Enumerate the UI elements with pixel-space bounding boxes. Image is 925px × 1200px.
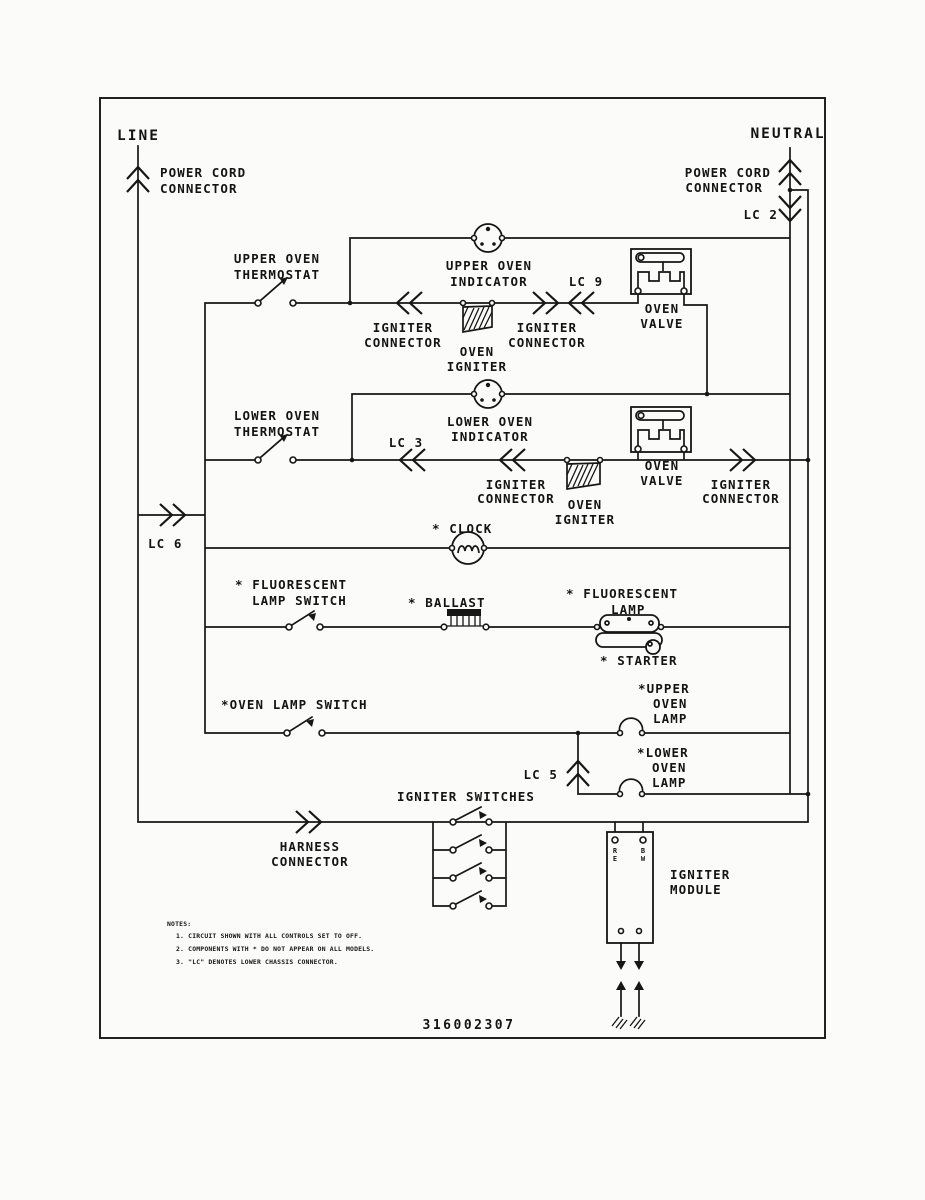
upper-oven-indicator-lamp-icon <box>472 224 505 252</box>
oven-lamp-switch-label: *OVEN LAMP SWITCH <box>221 697 368 712</box>
fluorescent-lamp-label2: LAMP <box>611 602 646 617</box>
igniter-electrode-hatch <box>612 1017 645 1029</box>
fluorescent-lamp-switch-label: * FLUORESCENT <box>235 577 348 592</box>
lower-oven-lamp-icon <box>618 779 645 796</box>
diagram-border <box>100 98 825 1038</box>
igniter-connector-label-1: IGNITER <box>372 320 434 335</box>
harness-connector-label: HARNESS <box>279 839 341 854</box>
upper-oven-indicator-label: UPPER OVEN <box>445 258 533 273</box>
note-item-1: 1. CIRCUIT SHOWN WITH ALL CONTROLS SET TO OFF. <box>176 932 363 940</box>
igniter-module-label: IGNITER <box>670 867 731 882</box>
upper-oven-igniter-icon <box>461 301 495 333</box>
power-cord-connector-left-label: POWER CORD <box>160 165 247 180</box>
igniter-module-label2: MODULE <box>670 882 722 897</box>
clock-motor-icon <box>450 532 487 564</box>
module-terminal-left-label: R <box>612 847 618 855</box>
power-cord-connector-right-label2: CONNECTOR <box>685 180 763 195</box>
line-label: LINE <box>117 128 160 144</box>
igniter-connector-label-4b: CONNECTOR <box>702 491 780 506</box>
lower-oven-indicator-lamp-icon <box>472 380 505 408</box>
neutral-label: NEUTRAL <box>750 126 826 142</box>
upper-oven-lamp-icon <box>618 718 645 735</box>
lower-oven-lamp-label3: LAMP <box>652 775 687 790</box>
fluorescent-lamp-switch-icon <box>286 611 323 630</box>
oven-lamp-switch-icon <box>284 717 325 736</box>
upper-oven-valve-label2: VALVE <box>640 316 684 331</box>
upper-oven-valve-label: OVEN <box>644 301 680 316</box>
lower-oven-indicator-label2: INDICATOR <box>451 429 529 444</box>
lower-oven-thermostat-label2: THERMOSTAT <box>233 424 321 439</box>
module-terminal-right-label: B <box>640 847 646 855</box>
lower-oven-valve-label: OVEN <box>644 458 680 473</box>
lower-oven-indicator-label: LOWER OVEN <box>446 414 534 429</box>
module-terminal-right-label2: W <box>640 855 646 863</box>
upper-oven-igniter-label: OVEN <box>459 344 495 359</box>
note-item-3: 3. "LC" DENOTES LOWER CHASSIS CONNECTOR. <box>176 958 338 966</box>
igniter-switch-2 <box>450 835 492 853</box>
notes-heading: NOTES: <box>167 920 192 928</box>
lower-oven-lamp-label2: OVEN <box>652 760 687 775</box>
igniter-switches-label: IGNITER SWITCHES <box>397 789 536 804</box>
lc6-label: LC 6 <box>148 536 183 551</box>
starter-label: * STARTER <box>600 653 678 668</box>
upper-oven-lamp-label3: LAMP <box>653 711 688 726</box>
harness-connector-label2: CONNECTOR <box>271 854 349 869</box>
igniter-connector-label-3b: CONNECTOR <box>477 491 555 506</box>
igniter-connector-label-1b: CONNECTOR <box>364 335 442 350</box>
lc9-label: LC 9 <box>568 274 604 289</box>
ballast-coil-icon <box>441 609 489 630</box>
upper-oven-lamp-label2: OVEN <box>653 696 688 711</box>
fluorescent-lamp-label: * FLUORESCENT <box>566 586 679 601</box>
note-item-2: 2. COMPONENTS WITH * DO NOT APPEAR ON ALL MODELS. <box>176 945 375 953</box>
igniter-connector-label-4: IGNITER <box>710 477 772 492</box>
power-cord-connector-right-label: POWER CORD <box>684 165 771 180</box>
igniter-connector-label-2: IGNITER <box>516 320 578 335</box>
ballast-label: * BALLAST <box>408 595 486 610</box>
lower-oven-lamp-label: *LOWER <box>637 745 689 760</box>
lower-oven-igniter-label: OVEN <box>567 497 603 512</box>
lower-oven-igniter-label2: IGNITER <box>554 512 616 527</box>
igniter-switch-4 <box>450 891 492 909</box>
igniter-switch-3 <box>450 863 492 881</box>
lower-oven-valve-icon <box>631 407 691 452</box>
upper-oven-thermostat-label: UPPER OVEN <box>233 251 321 266</box>
lc2-label: LC 2 <box>743 207 778 222</box>
module-terminal-left-label2: E <box>612 855 618 863</box>
lower-oven-igniter-icon <box>565 458 603 490</box>
lc3-label: LC 3 <box>388 435 424 450</box>
clock-label: * CLOCK <box>432 521 493 536</box>
igniter-connector-label-2b: CONNECTOR <box>508 335 586 350</box>
upper-oven-lamp-label: *UPPER <box>638 681 690 696</box>
lc5-label: LC 5 <box>523 767 558 782</box>
lower-oven-valve-label2: VALVE <box>640 473 684 488</box>
upper-oven-valve-icon <box>631 249 691 294</box>
power-cord-connector-left-label2: CONNECTOR <box>160 181 238 196</box>
lower-oven-thermostat-label: LOWER OVEN <box>233 408 321 423</box>
fluorescent-lamp-tube-icon <box>595 615 664 654</box>
upper-oven-thermostat-label2: THERMOSTAT <box>233 267 321 282</box>
fluorescent-lamp-switch-label2: LAMP SWITCH <box>252 593 347 608</box>
upper-oven-indicator-label2: INDICATOR <box>450 274 528 289</box>
part-number: 316002307 <box>422 1018 516 1033</box>
upper-oven-igniter-label2: IGNITER <box>446 359 508 374</box>
igniter-connector-label-3: IGNITER <box>485 477 547 492</box>
